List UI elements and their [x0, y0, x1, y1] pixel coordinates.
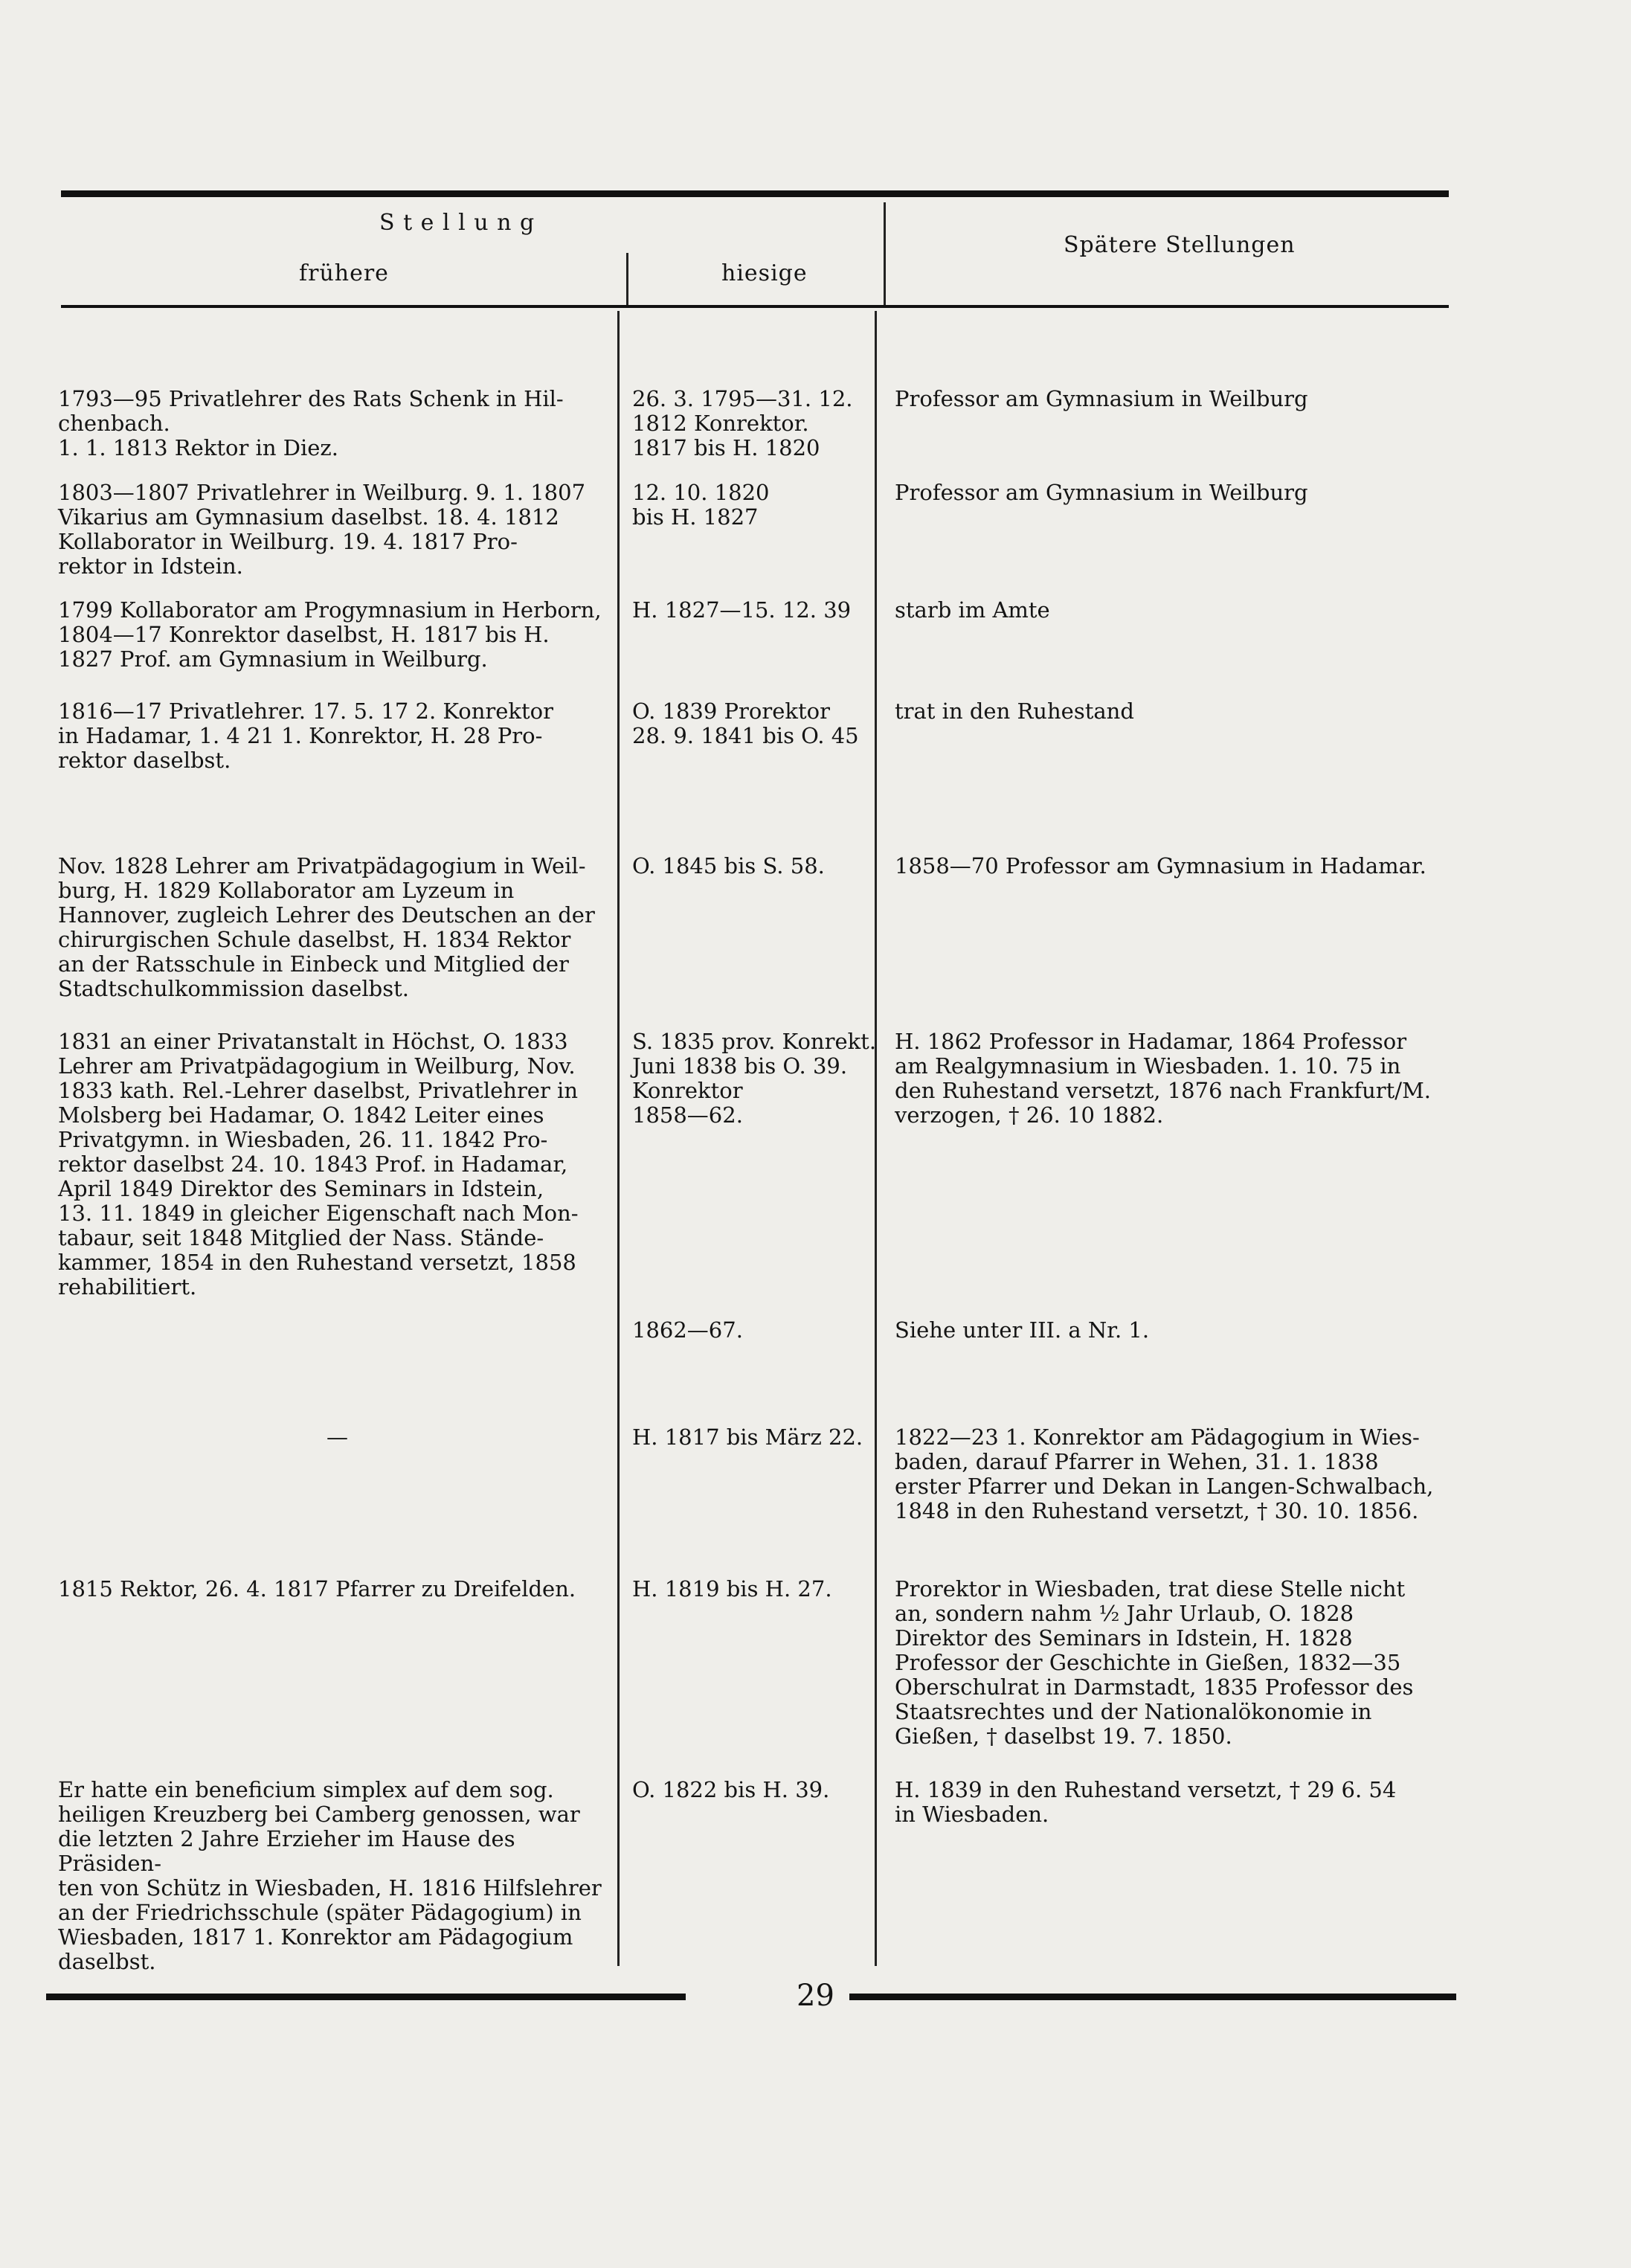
row-9-spaeter: Prorektor in Wiesbaden, trat diese Stelle nicht an, sondern nahm ½ Jahr Urlaub, O. 1828 Direktor des Seminars in Idstein, H. 1828 Professor der Geschichte in Gießen, 1832—35 Oberschulrat in Darmstadt, 1835 Professor des Staatsrechtes und der Nationalökonomie in Gießen, † daselbst 19. 7. 1850. [895, 1576, 1414, 1749]
row-3-frueher: 1799 Kollaborator am Progymnasium in Herborn, 1804—17 Konrektor daselbst, H. 1817 bis H. 1827 Prof. am Gymnasium in Weilburg. [58, 597, 602, 672]
header-bottom-rule [61, 305, 1449, 308]
row-7-spaeter: Siehe unter III. a Nr. 1. [895, 1317, 1150, 1343]
row-8-frueher: — [326, 1424, 348, 1450]
row-10-spaeter: H. 1839 in den Ruhestand versetzt, † 29 6. 54 in Wiesbaden. [895, 1777, 1397, 1827]
row-10-hiesig: O. 1822 bis H. 39. [632, 1777, 830, 1802]
row-2-frueher: 1803—1807 Privatlehrer in Weilburg. 9. 1. 1807 Vikarius am Gymnasium daselbst. 18. 4. 1812 Kollaborator in Weilburg. 19. 4. 1817 Pro- rektor in Idstein. [58, 480, 586, 579]
row-6-hiesig: S. 1835 prov. Konrekt. Juni 1838 bis O. 39. Konrektor 1858—62. [632, 1029, 877, 1128]
row-3-spaeter: starb im Amte [895, 597, 1050, 623]
row-4-spaeter: trat in den Ruhestand [895, 698, 1134, 724]
row-9-frueher: 1815 Rektor, 26. 4. 1817 Pfarrer zu Dreifelden. [58, 1576, 576, 1602]
row-8-spaeter: 1822—23 1. Konrektor am Pädagogium in Wies- baden, darauf Pfarrer in Wehen, 31. 1. 1838 erster Pfarrer und Dekan in Langen-Schwalbach, 1848 in den Ruhestand versetzt, † 30. 10. 1856. [895, 1424, 1434, 1523]
row-7-hiesig: 1862—67. [632, 1317, 743, 1343]
column-divider-2-body [875, 311, 877, 1966]
row-3-hiesig: H. 1827—15. 12. 39 [632, 597, 852, 623]
row-10-frueher: Er hatte ein beneficium simplex auf dem sog. heiligen Kreuzberg bei Camberg genossen, war die letzten 2 Jahre Erzieher im Hause des Präsiden- ten von Schütz in Wiesbaden, H. 1816 Hilfslehrer an der Friedrichsschule (später Pädagogium) in Wiesbaden, 1817 1. Konrektor am Pädagogium daselbst. [58, 1777, 602, 1974]
row-1-hiesig: 26. 3. 1795—31. 12. 1812 Konrektor. 1817 bis H. 1820 [632, 386, 853, 460]
row-4-frueher: 1816—17 Privatlehrer. 17. 5. 17 2. Konrektor in Hadamar, 1. 4 21 1. Konrektor, H. 28 Pro- rektor daselbst. [58, 698, 553, 773]
row-2-hiesig: 12. 10. 1820 bis H. 1827 [632, 480, 770, 530]
row-6-spaeter: H. 1862 Professor in Hadamar, 1864 Professor am Realgymnasium in Wiesbaden. 1. 10. 75 in den Ruhestand versetzt, 1876 nach Frankfurt/M. verzogen, † 26. 10 1882. [895, 1029, 1431, 1128]
row-5-spaeter: 1858—70 Professor am Gymnasium in Hadamar. [895, 853, 1426, 878]
header-fruehere: frühere [299, 260, 389, 286]
row-5-frueher: Nov. 1828 Lehrer am Privatpädagogium in Weil- burg, H. 1829 Kollaborator am Lyzeum in Hannover, zugleich Lehrer des Deutschen an der chirurgischen Schule daselbst, H. 1834 Rektor an der Ratsschule in Einbeck und Mitglied der Stadtschulkommission daselbst. [58, 853, 595, 1001]
row-2-spaeter: Professor am Gymnasium in Weilburg [895, 480, 1308, 505]
row-6-frueher: 1831 an einer Privatanstalt in Höchst, O. 1833 Lehrer am Privatpädagogium in Weilburg, Nov. 1833 kath. Rel.-Lehrer daselbst, Privatlehrer in Molsberg bei Hadamar, O. 1842 Leiter eines Privatgymn. in Wiesbaden, 26. 11. 1842 Pro- rektor daselbst 24. 10. 1843 Prof. in Hadamar, April 1849 Direktor des Seminars in Idstein, 13. 11. 1849 in gleicher Eigenschaft nach Mon- tabaur, seit 1848 Mitglied der Nass. Stände- kammer, 1854 in den Ruhestand versetzt, 1858 rehabilitiert. [58, 1029, 579, 1300]
row-1-frueher: 1793—95 Privatlehrer des Rats Schenk in Hil- chenbach. 1. 1. 1813 Rektor in Diez. [58, 386, 564, 460]
column-divider-2 [884, 202, 886, 305]
row-5-hiesig: O. 1845 bis S. 58. [632, 853, 825, 878]
column-divider-1 [626, 253, 628, 305]
header-stellung: S t e l l u n g [379, 210, 535, 236]
top-rule [61, 190, 1449, 197]
header-spaetere-stellungen: Spätere Stellungen [1064, 232, 1296, 258]
row-8-hiesig: H. 1817 bis März 22. [632, 1424, 863, 1450]
page-number-wrap [0, 1979, 1631, 2013]
row-9-hiesig: H. 1819 bis H. 27. [632, 1576, 832, 1602]
row-1-spaeter: Professor am Gymnasium in Weilburg [895, 386, 1308, 411]
page-number: 29 [782, 1979, 849, 2013]
row-4-hiesig: O. 1839 Prorektor 28. 9. 1841 bis O. 45 [632, 698, 859, 748]
header-hiesige: hiesige [721, 260, 808, 286]
